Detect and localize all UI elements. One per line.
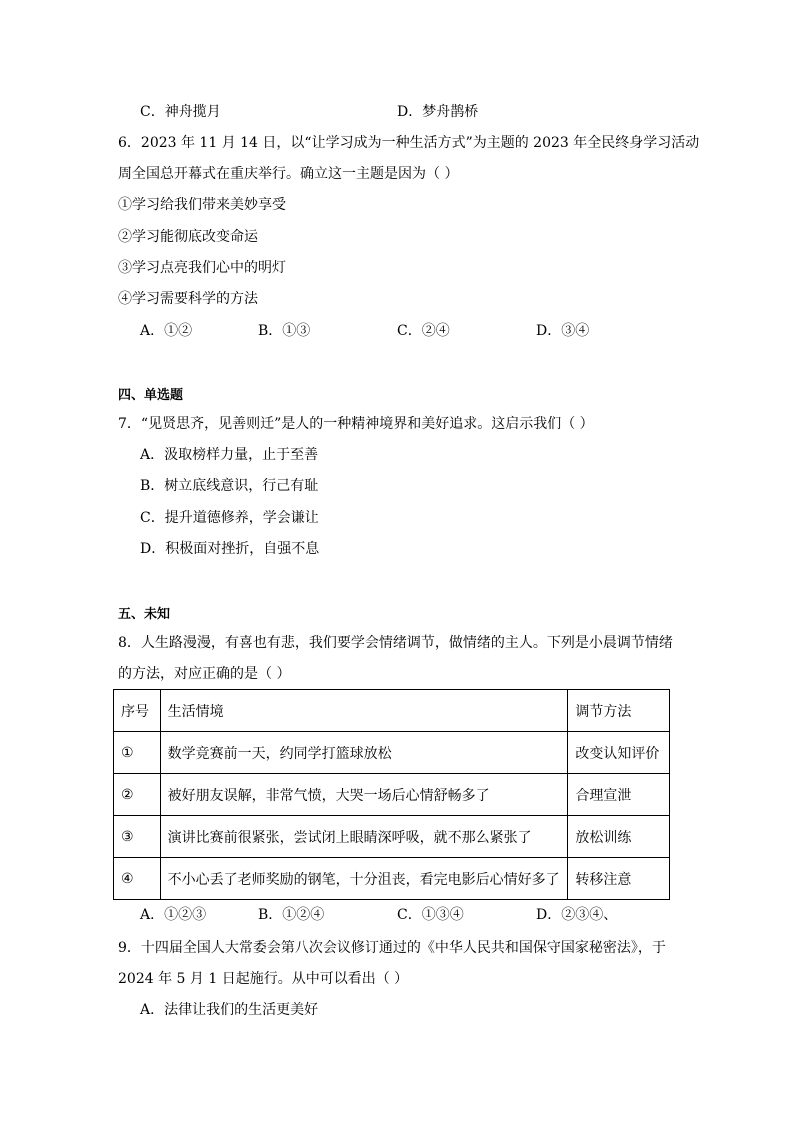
- section-title-4: 四、单选题: [118, 388, 184, 403]
- q5-option-c: C．神舟揽月: [140, 104, 221, 120]
- q7-stem: 7．“见贤思齐，见善则迁”是人的一种精神境界和美好追求。这启示我们（ ）: [118, 416, 594, 432]
- q6-option-d: D．③④: [536, 323, 590, 339]
- table-cell: 演讲比赛前很紧张，尝试闭上眼睛深呼吸，就不那么紧张了: [160, 816, 568, 858]
- q8-stem-line1: 8．人生路漫漫，有喜也有悲，我们要学会情绪调节，做情绪的主人。下列是小晨调节情绪: [118, 635, 673, 651]
- q7-option-d: D．积极面对挫折，自强不息: [140, 541, 320, 557]
- table-cell: 放松训练: [568, 816, 670, 858]
- q6-option-c: C．②④: [397, 323, 450, 339]
- table-cell: 转移注意: [568, 858, 670, 900]
- q6-option-a: A．①②: [140, 323, 193, 339]
- table-cell: 不小心丢了老师奖励的钢笔，十分沮丧，看完电影后心情好多了: [160, 858, 568, 900]
- q6-item-3: ③学习点亮我们心中的明灯: [118, 260, 286, 276]
- q8-option-a: A．①②③: [140, 907, 207, 923]
- q9-option-a: A．法律让我们的生活更美好: [140, 1002, 319, 1018]
- table-cell: ④: [114, 858, 161, 900]
- q9-stem-line1: 9．十四届全国人大常委会第八次会议修订通过的《中华人民共和国保守国家秘密法》，于: [118, 940, 666, 956]
- q6-item-2: ②学习能彻底改变命运: [118, 229, 258, 245]
- table-cell: ②: [114, 774, 161, 816]
- q9-stem-line2: 2024 年 5 月 1 日起施行。从中可以看出（ ）: [118, 971, 409, 987]
- q6-item-4: ④学习需要科学的方法: [118, 291, 258, 307]
- table-header-row: [114, 690, 670, 732]
- q5-option-d: D．梦舟鹊桥: [397, 104, 479, 120]
- q7-option-b: B．树立底线意识，行己有耻: [140, 478, 319, 494]
- table-cell: 合理宣泄: [568, 774, 670, 816]
- table-cell: 改变认知评价: [568, 732, 670, 774]
- table-cell: ①: [114, 732, 161, 774]
- table-cell: ③: [114, 816, 161, 858]
- q8-option-d: D．②③④、: [536, 907, 618, 923]
- q6-stem-line2: 周全国总开幕式在重庆举行。确立这一主题是因为（ ）: [118, 166, 459, 182]
- table-header-cell: 调节方法: [568, 690, 670, 732]
- q7-option-a: A．汲取榜样力量，止于至善: [140, 447, 319, 463]
- table-header-cell: 生活情境: [160, 690, 568, 732]
- table-row: [114, 732, 670, 774]
- table-header-cell: 序号: [114, 690, 161, 732]
- table-cell: 数学竞赛前一天，约同学打篮球放松: [160, 732, 568, 774]
- table-row: [114, 816, 670, 858]
- q6-option-b: B．①③: [258, 323, 311, 339]
- q8-option-c: C．①③④: [397, 907, 464, 923]
- table-row: [114, 774, 670, 816]
- q6-item-1: ①学习给我们带来美妙享受: [118, 197, 286, 213]
- q7-option-c: C．提升道德修养，学会谦让: [140, 510, 319, 526]
- emotion-regulation-table: [113, 689, 670, 900]
- table-row: [114, 858, 670, 900]
- q8-stem-line2: 的方法，对应正确的是（ ）: [118, 666, 291, 682]
- section-title-5: 五、未知: [118, 607, 171, 622]
- table-cell: 被好朋友误解，非常气愤，大哭一场后心情舒畅多了: [160, 774, 568, 816]
- q8-option-b: B．①②④: [258, 907, 325, 923]
- q6-stem-line1: 6．2023 年 11 月 14 日，以“让学习成为一种生活方式”为主题的 2023 年全民终身学习活动: [118, 135, 700, 151]
